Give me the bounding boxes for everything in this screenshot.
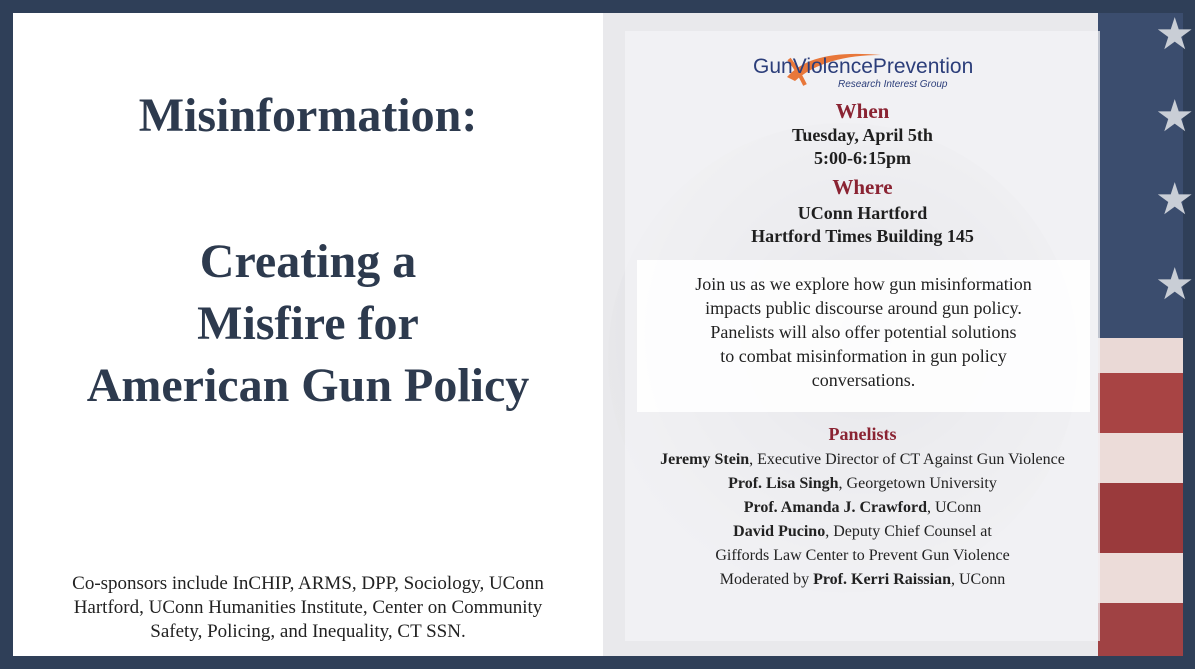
subtitle-line: Creating a [199, 235, 417, 288]
panelist-name: Jeremy Stein [660, 451, 750, 468]
right-panel [603, 10, 1195, 656]
panelist-role: , Deputy Chief Counsel at [825, 523, 992, 540]
star-icon: ★ [1155, 10, 1195, 59]
panelist-item [625, 472, 1100, 496]
event-time: 5:00-6:15pm [814, 148, 911, 168]
cosponsors-line: Co-sponsors include InCHIP, ARMS, DPP, Sociology, UConn [72, 573, 544, 594]
logo-subtitle: Research Interest Group [838, 79, 948, 90]
star-icon: ★ [1155, 92, 1195, 141]
description-line: Join us as we explore how gun misinformation [695, 274, 1032, 294]
title-subtitle [13, 231, 603, 417]
event-description [637, 260, 1090, 412]
panelist-name: Prof. Lisa Singh [728, 475, 839, 492]
panelists-list [625, 448, 1100, 592]
cosponsors-line: Safety, Policing, and Inequality, CT SSN. [150, 621, 466, 642]
where-heading: Where [832, 175, 893, 199]
event-building: Hartford Times Building 145 [751, 226, 974, 246]
gun-violence-prevention-logo [753, 55, 974, 105]
description-line: Panelists will also offer potential solutions [710, 322, 1017, 342]
description-line: conversations. [811, 370, 916, 390]
panelist-role: Giffords Law Center to Prevent Gun Violence [715, 547, 1010, 564]
description-line: impacts public discourse around gun policy. [705, 298, 1022, 318]
moderator-name: Prof. Kerri Raissian [813, 571, 951, 588]
moderator-prefix: Moderated by [719, 571, 814, 588]
event-date: Tuesday, April 5th [792, 125, 933, 145]
title-line: Misinformation: [138, 89, 478, 142]
panelists-heading: Panelists [828, 424, 897, 444]
panelist-name: David Pucino [733, 523, 826, 540]
panelist-role: , UConn [927, 499, 982, 516]
moderator-affiliation: , UConn [950, 571, 1006, 588]
cosponsors-text [23, 572, 593, 644]
when-heading: When [835, 99, 890, 123]
moderator-item [625, 568, 1100, 592]
panelist-role: , Georgetown University [838, 475, 997, 492]
cosponsors-line: Hartford, UConn Humanities Institute, Center on Community [73, 597, 543, 618]
panelist-name: Prof. Amanda J. Crawford [743, 499, 927, 516]
panelist-item [625, 520, 1100, 544]
left-panel [13, 13, 603, 656]
title-main [13, 85, 603, 147]
star-icon: ★ [1155, 175, 1195, 224]
subtitle-line: Misfire for [197, 297, 419, 350]
panelist-item [625, 448, 1100, 472]
star-icon: ★ [1155, 260, 1195, 309]
event-location: UConn Hartford [797, 203, 928, 223]
panelist-role: , Executive Director of CT Against Gun Violence [749, 451, 1065, 468]
description-line: to combat misinformation in gun policy [720, 346, 1007, 366]
panelist-item [625, 496, 1100, 520]
logo-text: GunViolencePrevention [753, 55, 974, 78]
subtitle-line: American Gun Policy [86, 359, 530, 412]
flyer [13, 10, 1195, 656]
